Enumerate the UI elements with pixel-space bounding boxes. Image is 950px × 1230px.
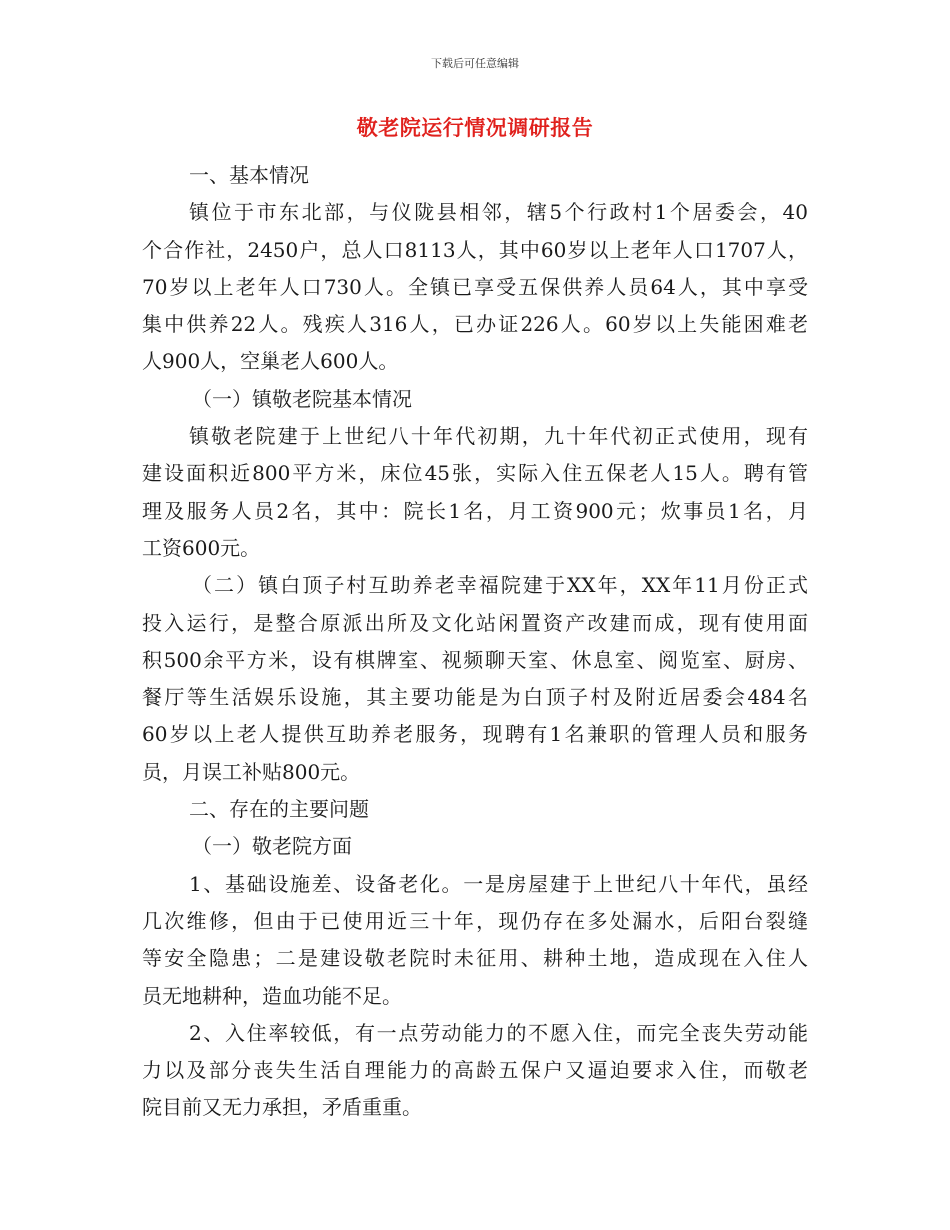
document-title: 敬老院运行情况调研报告 — [356, 115, 594, 140]
paragraph-line: 等安全隐患；二是建设敬老院时未征用、耕种土地，造成现在入住人 — [142, 946, 808, 971]
header-note: 下载后可任意编辑 — [431, 57, 519, 70]
paragraph-line: 几次维修，但由于已使用近三十年，现仍存在多处漏水，后阳台裂缝 — [142, 908, 808, 933]
paragraph-line: 60岁以上老人提供互助养老服务，现聘有1名兼职的管理人员和服务 — [142, 722, 808, 747]
paragraph-line: 工资600元。 — [142, 535, 261, 560]
subsection-heading: （一）敬老院方面 — [192, 834, 352, 859]
paragraph-line: 院目前又无力承担，矛盾重重。 — [142, 1095, 422, 1120]
paragraph-line: 集中供养22人。残疾人316人，已办证226人。60岁以上失能困难老 — [142, 312, 808, 337]
paragraph-line: 餐厅等生活娱乐设施，其主要功能是为白顶子村及附近居委会484名 — [142, 685, 808, 710]
paragraph-line: （二）镇白顶子村互助养老幸福院建于XX年，XX年11月份正式 — [192, 573, 808, 598]
section-heading: 一、基本情况 — [189, 163, 309, 187]
paragraph-line: 镇位于市东北部，与仪陇县相邻，辖5个行政村1个居委会，40 — [189, 200, 808, 225]
paragraph-line: 个合作社，2450户，总人口8113人，其中60岁以上老年人口1707人， — [142, 237, 808, 262]
paragraph-line: 员，月误工补贴800元。 — [142, 759, 361, 784]
paragraph-line: 2、入住率较低，有一点劳动能力的不愿入住，而完全丧失劳动能 — [189, 1020, 808, 1045]
paragraph-line: 员无地耕种，造血功能不足。 — [142, 983, 402, 1008]
document-body — [142, 157, 808, 1127]
paragraph-line: 理及服务人员2名，其中：院长1名，月工资900元；炊事员1名，月 — [142, 498, 808, 523]
paragraph-line: 镇敬老院建于上世纪八十年代初期，九十年代初正式使用，现有 — [189, 424, 808, 449]
paragraph-line: 1、基础设施差、设备老化。一是房屋建于上世纪八十年代，虽经 — [189, 871, 808, 896]
paragraph-line: 投入运行，是整合原派出所及文化站闲置资产改建而成，现有使用面 — [142, 610, 808, 635]
paragraph-line: 积500余平方米，设有棋牌室、视频聊天室、休息室、阅览室、厨房、 — [142, 647, 808, 672]
paragraph-line: 70岁以上老年人口730人。全镇已享受五保供养人员64人，其中享受 — [142, 274, 808, 299]
subsection-heading: （一）镇敬老院基本情况 — [192, 386, 412, 411]
paragraph-line: 力以及部分丧失生活自理能力的高龄五保户又逼迫要求入住，而敬老 — [142, 1058, 808, 1083]
paragraph-line: 人900人，空巢老人600人。 — [142, 349, 399, 374]
section-heading: 二、存在的主要问题 — [189, 797, 369, 822]
paragraph-line: 建设面积近800平方米，床位45张，实际入住五保老人15人。聘有管 — [142, 461, 808, 486]
